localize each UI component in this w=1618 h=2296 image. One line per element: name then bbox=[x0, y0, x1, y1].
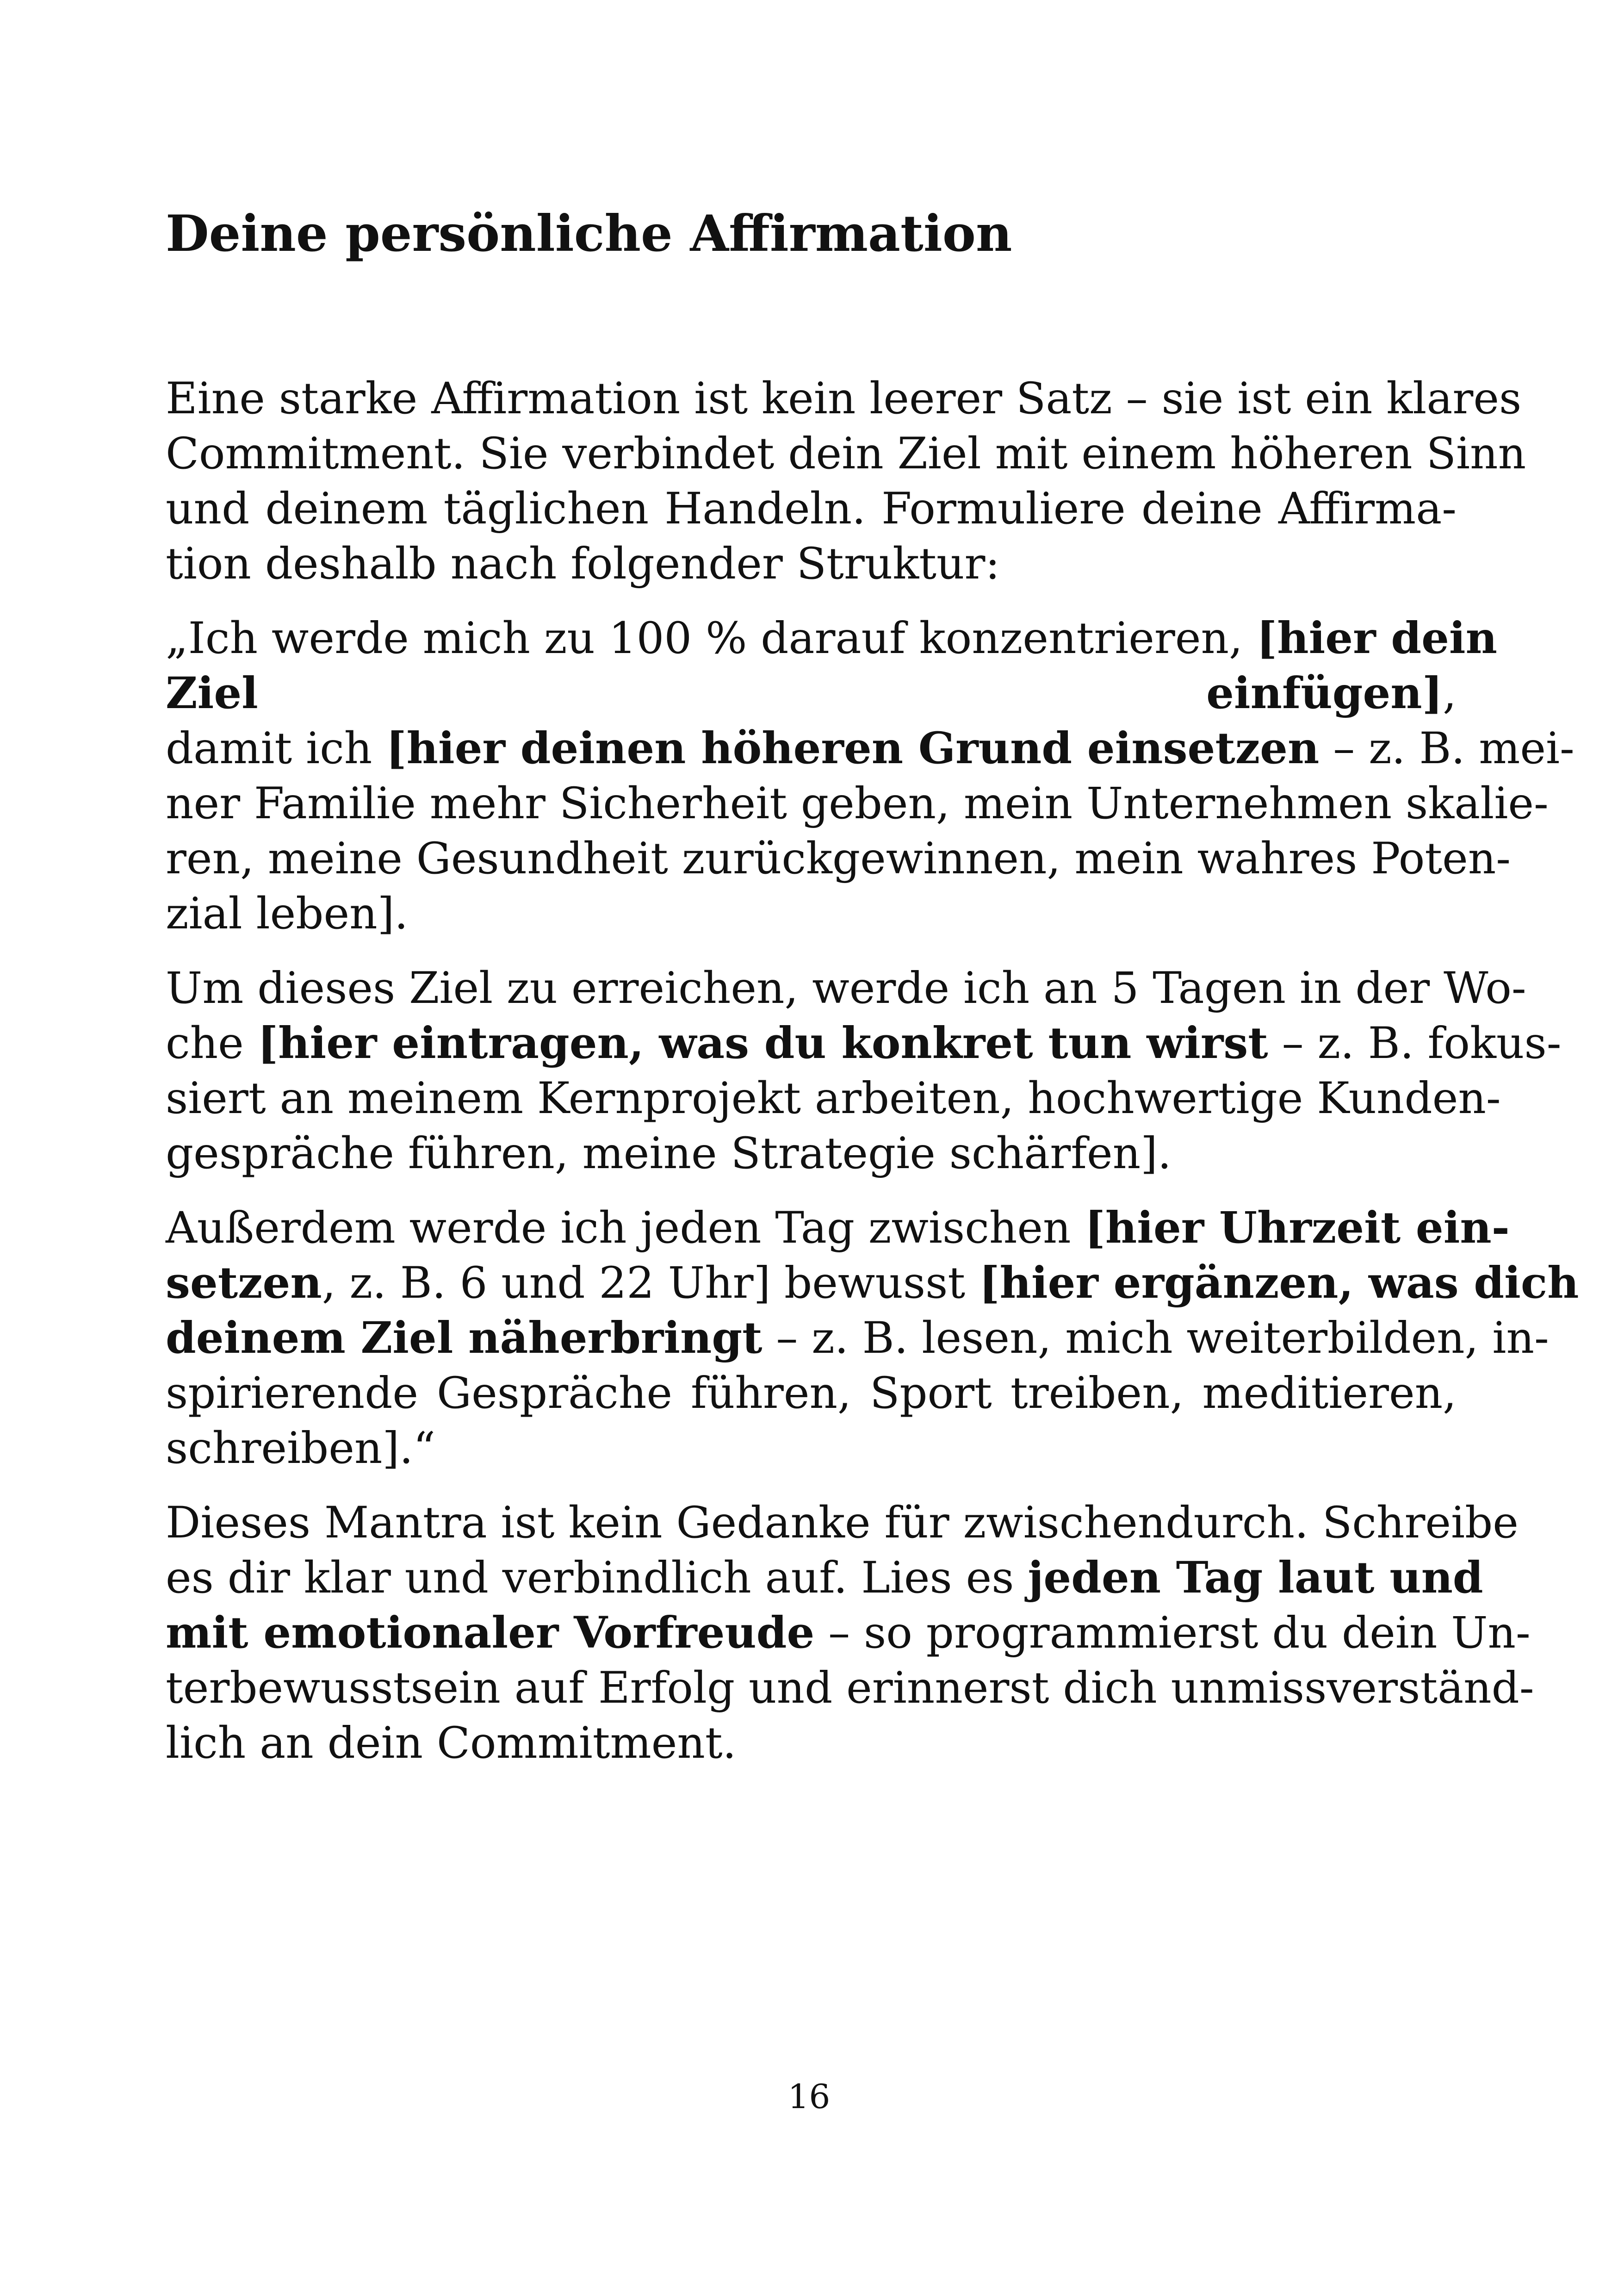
body-text bbox=[166, 371, 1579, 1790]
text-run: – z. B. fokus- bbox=[1268, 1018, 1562, 1069]
text-run: gespräche führen, meine Strategie schärfen]. bbox=[166, 1128, 1172, 1179]
page-number: 16 bbox=[787, 2077, 831, 2116]
text-line bbox=[166, 961, 1526, 1016]
text-run: che bbox=[166, 1018, 258, 1069]
bold-text: deinem Ziel näherbringt bbox=[166, 1313, 763, 1363]
page-title: Deine persönliche Affirmation bbox=[166, 205, 1012, 263]
text-line bbox=[166, 481, 1457, 536]
text-line bbox=[166, 536, 1457, 591]
text-line bbox=[166, 1366, 1457, 1421]
bold-text: Ziel einfügen] bbox=[166, 668, 1443, 719]
text-line bbox=[166, 1605, 1531, 1661]
text-line bbox=[166, 371, 1522, 426]
paragraph bbox=[166, 961, 1562, 1181]
text-run: – z. B. mei- bbox=[1319, 723, 1575, 774]
text-line bbox=[166, 831, 1511, 886]
bold-text: [hier ergänzen, was dich bbox=[979, 1257, 1579, 1308]
text-run: Eine starke Affirmation ist kein leerer Satz – sie ist ein klares bbox=[166, 373, 1522, 424]
paragraph bbox=[166, 611, 1575, 941]
text-line bbox=[166, 1421, 1457, 1476]
text-line bbox=[166, 426, 1526, 481]
text-line bbox=[166, 1126, 1457, 1181]
text-run: Commitment. Sie verbindet dein Ziel mit einem höheren Sinn bbox=[166, 429, 1526, 479]
text-line bbox=[166, 1201, 1510, 1256]
text-line bbox=[166, 1716, 1457, 1771]
text-run: es dir klar und verbindlich auf. Lies es bbox=[166, 1553, 1028, 1603]
bold-text: [hier deinen höheren Grund einsetzen bbox=[386, 723, 1320, 774]
text-line bbox=[166, 611, 1497, 666]
text-line bbox=[166, 1256, 1579, 1311]
text-run: Außerdem werde ich jeden Tag zwischen bbox=[166, 1203, 1085, 1253]
text-run: – so programmierst du dein Un- bbox=[814, 1608, 1531, 1658]
text-run: , bbox=[1443, 668, 1457, 719]
text-run: zial leben]. bbox=[166, 889, 409, 939]
bold-text: setzen bbox=[166, 1257, 322, 1308]
text-run: , z. B. 6 und 22 Uhr] bewusst bbox=[322, 1258, 979, 1308]
paragraph bbox=[166, 371, 1526, 591]
bold-text: [hier Uhrzeit ein- bbox=[1085, 1202, 1510, 1253]
text-run: schreiben].“ bbox=[166, 1423, 436, 1474]
text-line bbox=[166, 1311, 1549, 1366]
text-line bbox=[166, 1495, 1519, 1550]
text-run: ner Familie mehr Sicherheit geben, mein Unternehmen skalie- bbox=[166, 778, 1549, 829]
text-run: Dieses Mantra ist kein Gedanke für zwischendurch. Schreibe bbox=[166, 1498, 1519, 1548]
text-line bbox=[166, 1071, 1501, 1126]
text-run: ren, meine Gesundheit zurückgewinnen, mein wahres Poten- bbox=[166, 834, 1511, 884]
text-run: Um dieses Ziel zu erreichen, werde ich an 5 Tagen in der Wo- bbox=[166, 963, 1526, 1014]
text-line bbox=[166, 666, 1457, 721]
text-line bbox=[166, 776, 1549, 831]
bold-text: [hier dein bbox=[1256, 613, 1497, 664]
text-run: spirierende Gespräche führen, Sport treiben, meditieren, bbox=[166, 1368, 1457, 1419]
text-run: lich an dein Commitment. bbox=[166, 1718, 737, 1768]
bold-text: jeden Tag laut und bbox=[1028, 1552, 1483, 1603]
text-line bbox=[166, 721, 1575, 776]
text-run: und deinem täglichen Handeln. Formuliere deine Affirma- bbox=[166, 484, 1457, 534]
bold-text: mit emotionaler Vorfreude bbox=[166, 1607, 815, 1658]
text-run: – z. B. lesen, mich weiterbilden, in- bbox=[762, 1313, 1549, 1363]
text-line bbox=[166, 1550, 1483, 1605]
text-run: terbewusstsein auf Erfolg und erinnerst dich unmissverständ- bbox=[166, 1663, 1534, 1713]
text-run: siert an meinem Kernprojekt arbeiten, hochwertige Kunden- bbox=[166, 1073, 1501, 1124]
text-line bbox=[166, 886, 1457, 941]
text-run: „Ich werde mich zu 100 % darauf konzentrieren, bbox=[166, 613, 1257, 664]
bold-text: [hier eintragen, was du konkret tun wirst bbox=[257, 1018, 1268, 1069]
text-line bbox=[166, 1016, 1562, 1071]
paragraph bbox=[166, 1495, 1534, 1771]
text-run: tion deshalb nach folgender Struktur: bbox=[166, 539, 1000, 589]
text-line bbox=[166, 1661, 1534, 1716]
text-run: damit ich bbox=[166, 723, 386, 774]
paragraph bbox=[166, 1201, 1579, 1476]
